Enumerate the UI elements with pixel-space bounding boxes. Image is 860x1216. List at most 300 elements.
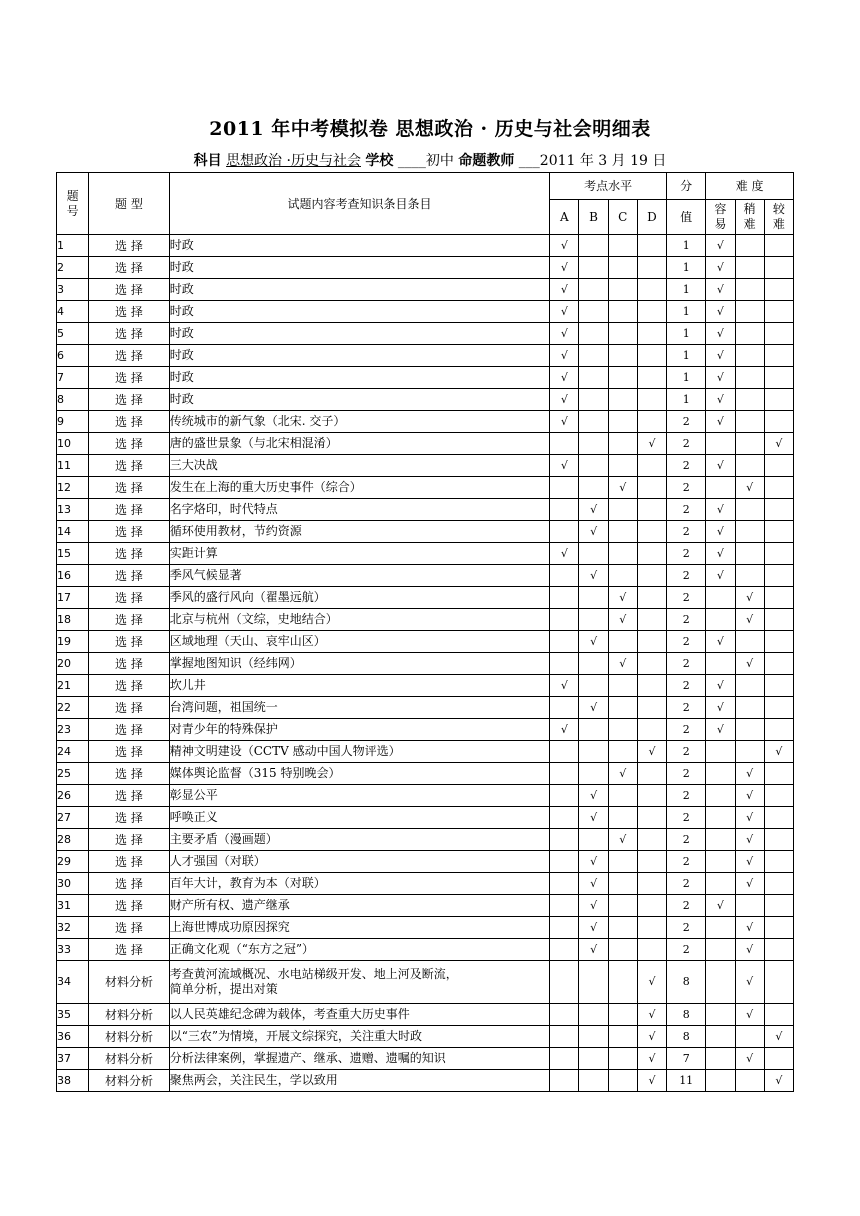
row-content: [169, 565, 550, 587]
level-c-cell: [608, 367, 637, 389]
level-d-cell: [637, 939, 666, 961]
level-c-cell: [608, 455, 637, 477]
row-number: 32: [57, 917, 89, 939]
header-hard-text: 较难: [772, 202, 785, 231]
level-d-cell: [637, 279, 666, 301]
row-number: 10: [57, 433, 89, 455]
level-c-cell: [608, 631, 637, 653]
row-type: 选 择: [89, 455, 170, 477]
header-no-text: 题号: [66, 188, 79, 218]
level-d-cell: √: [637, 1004, 666, 1026]
difficulty-hard-cell: [764, 543, 793, 565]
level-b-cell: [579, 411, 608, 433]
difficulty-hard-cell: [764, 411, 793, 433]
row-content: [169, 367, 550, 389]
difficulty-easy-cell: [706, 961, 735, 1004]
level-b-cell: [579, 301, 608, 323]
row-content: [169, 851, 550, 873]
row-content: [169, 873, 550, 895]
table-row: [57, 961, 794, 1004]
level-c-cell: √: [608, 829, 637, 851]
difficulty-hard-cell: [764, 587, 793, 609]
difficulty-easy-cell: [706, 741, 735, 763]
level-d-cell: [637, 411, 666, 433]
row-type: 选 择: [89, 543, 170, 565]
level-b-cell: [579, 719, 608, 741]
row-score: 1: [667, 389, 706, 411]
level-a-cell: [550, 917, 579, 939]
level-d-cell: [637, 829, 666, 851]
row-content: [169, 917, 550, 939]
level-a-cell: [550, 939, 579, 961]
row-content-text: 区域地理（天山、哀牢山区）: [169, 634, 326, 648]
difficulty-hard-cell: [764, 279, 793, 301]
row-content-text: 精神文明建设（CCTV 感动中国人物评选）: [169, 744, 401, 758]
level-d-cell: [637, 257, 666, 279]
level-a-cell: [550, 1048, 579, 1070]
level-d-cell: √: [637, 433, 666, 455]
row-type: 选 择: [89, 433, 170, 455]
difficulty-medium-cell: [735, 367, 764, 389]
header-easy-text: 容易: [714, 202, 727, 231]
row-content: [169, 697, 550, 719]
level-b-cell: [579, 653, 608, 675]
table-row: [57, 455, 794, 477]
level-b-cell: √: [579, 851, 608, 873]
row-number: 4: [57, 301, 89, 323]
row-number: 17: [57, 587, 89, 609]
difficulty-medium-cell: √: [735, 1048, 764, 1070]
row-content-text: 时政: [169, 326, 194, 340]
row-content-text: 名字烙印，时代特点: [169, 502, 278, 516]
level-a-cell: √: [550, 543, 579, 565]
row-type: 材料分析: [89, 1004, 170, 1026]
row-type: 选 择: [89, 675, 170, 697]
table-row: [57, 653, 794, 675]
row-score: 2: [667, 719, 706, 741]
row-type: 选 择: [89, 653, 170, 675]
level-c-cell: [608, 565, 637, 587]
level-b-cell: [579, 1070, 608, 1092]
level-b-cell: √: [579, 873, 608, 895]
level-b-cell: √: [579, 697, 608, 719]
difficulty-hard-cell: [764, 389, 793, 411]
row-content: [169, 1026, 550, 1048]
difficulty-medium-cell: √: [735, 851, 764, 873]
row-content-text: 台湾问题，祖国统一: [169, 700, 278, 714]
level-c-cell: [608, 785, 637, 807]
row-number: 18: [57, 609, 89, 631]
difficulty-easy-cell: [706, 851, 735, 873]
row-score: 8: [667, 1026, 706, 1048]
table-row: [57, 257, 794, 279]
difficulty-medium-cell: √: [735, 939, 764, 961]
detail-table: [56, 172, 794, 1092]
level-b-cell: [579, 763, 608, 785]
level-b-cell: [579, 741, 608, 763]
row-number: 19: [57, 631, 89, 653]
school-value: ____初中: [397, 153, 454, 169]
row-content: [169, 675, 550, 697]
level-d-cell: [637, 609, 666, 631]
row-number: 29: [57, 851, 89, 873]
document-title: 2011 年中考模拟卷 思想政治 · 历史与社会明细表: [209, 118, 651, 140]
level-a-cell: [550, 741, 579, 763]
level-c-cell: √: [608, 653, 637, 675]
difficulty-hard-cell: [764, 565, 793, 587]
row-content: [169, 279, 550, 301]
row-content-text: 时政: [169, 348, 194, 362]
level-b-cell: [579, 279, 608, 301]
level-c-cell: [608, 389, 637, 411]
row-content: [169, 433, 550, 455]
row-score: 2: [667, 631, 706, 653]
level-a-cell: [550, 1070, 579, 1092]
row-content: [169, 235, 550, 257]
row-type: 选 择: [89, 257, 170, 279]
level-a-cell: √: [550, 367, 579, 389]
row-content-text: 上海世博成功原因探究: [169, 920, 290, 934]
row-content-text: 呼唤正义: [169, 810, 218, 824]
row-type: 选 择: [89, 279, 170, 301]
difficulty-easy-cell: √: [706, 499, 735, 521]
row-content: [169, 1070, 550, 1092]
row-content: [169, 323, 550, 345]
row-content: [169, 389, 550, 411]
level-d-cell: [637, 675, 666, 697]
difficulty-medium-cell: √: [735, 587, 764, 609]
difficulty-easy-cell: [706, 1070, 735, 1092]
row-content: [169, 1048, 550, 1070]
level-c-cell: √: [608, 587, 637, 609]
row-score: 2: [667, 829, 706, 851]
table-row: [57, 873, 794, 895]
row-score: 1: [667, 301, 706, 323]
table-row: [57, 301, 794, 323]
difficulty-easy-cell: √: [706, 301, 735, 323]
row-type: 选 择: [89, 301, 170, 323]
level-b-cell: [579, 389, 608, 411]
row-number: 16: [57, 565, 89, 587]
level-b-cell: [579, 829, 608, 851]
level-c-cell: [608, 873, 637, 895]
row-number: 21: [57, 675, 89, 697]
level-c-cell: [608, 499, 637, 521]
row-content-text: 北京与杭州（文综，史地结合）: [169, 612, 338, 626]
row-content-text: 以人民英雄纪念碑为载体，考查重大历史事件: [169, 1007, 410, 1021]
row-score: 2: [667, 653, 706, 675]
row-number: 25: [57, 763, 89, 785]
difficulty-hard-cell: [764, 917, 793, 939]
difficulty-medium-cell: [735, 697, 764, 719]
level-b-cell: √: [579, 785, 608, 807]
level-b-cell: √: [579, 917, 608, 939]
row-score: 2: [667, 675, 706, 697]
row-content: [169, 939, 550, 961]
level-b-cell: [579, 367, 608, 389]
row-content-text: 媒体舆论监督（315 特别晚会）: [169, 766, 341, 780]
table-row: [57, 741, 794, 763]
row-score: 1: [667, 367, 706, 389]
difficulty-easy-cell: √: [706, 323, 735, 345]
level-c-cell: [608, 1070, 637, 1092]
row-content: [169, 609, 550, 631]
row-score: 1: [667, 279, 706, 301]
difficulty-hard-cell: [764, 961, 793, 1004]
level-b-cell: [579, 323, 608, 345]
level-a-cell: [550, 433, 579, 455]
row-content: [169, 807, 550, 829]
level-b-cell: √: [579, 521, 608, 543]
table-row: [57, 345, 794, 367]
table-row: [57, 521, 794, 543]
difficulty-medium-cell: √: [735, 1004, 764, 1026]
level-a-cell: [550, 631, 579, 653]
difficulty-medium-cell: √: [735, 609, 764, 631]
table-row: [57, 1048, 794, 1070]
difficulty-easy-cell: √: [706, 543, 735, 565]
row-content-text: 彰显公平: [169, 788, 218, 802]
level-d-cell: √: [637, 1048, 666, 1070]
row-content-text: 发生在上海的重大历史事件（综合）: [169, 480, 362, 494]
header-level-c: C: [608, 200, 637, 235]
row-content-text: 时政: [169, 392, 194, 406]
row-number: 12: [57, 477, 89, 499]
level-a-cell: √: [550, 675, 579, 697]
level-b-cell: [579, 1004, 608, 1026]
difficulty-hard-cell: √: [764, 433, 793, 455]
level-a-cell: [550, 521, 579, 543]
table-row: [57, 807, 794, 829]
level-c-cell: [608, 433, 637, 455]
difficulty-medium-cell: [735, 455, 764, 477]
level-a-cell: √: [550, 411, 579, 433]
row-number: 6: [57, 345, 89, 367]
row-score: 1: [667, 235, 706, 257]
difficulty-medium-cell: [735, 719, 764, 741]
header-level-a: A: [550, 200, 579, 235]
level-b-cell: √: [579, 499, 608, 521]
row-content: [169, 961, 550, 1004]
level-b-cell: [579, 235, 608, 257]
level-b-cell: √: [579, 565, 608, 587]
difficulty-easy-cell: [706, 653, 735, 675]
row-content-text: 考查黄河流域概况、水电站梯级开发、地上河及断流，: [169, 967, 458, 981]
row-content-text: 对青少年的特殊保护: [169, 722, 278, 736]
level-b-cell: [579, 587, 608, 609]
table-row: [57, 895, 794, 917]
level-a-cell: [550, 565, 579, 587]
difficulty-easy-cell: [706, 939, 735, 961]
level-b-cell: [579, 433, 608, 455]
difficulty-hard-cell: [764, 631, 793, 653]
table-row: [57, 323, 794, 345]
table-row: [57, 389, 794, 411]
header-medium: [735, 200, 764, 235]
row-content-text: 循环使用教材，节约资源: [169, 524, 302, 538]
level-c-cell: [608, 1004, 637, 1026]
level-d-cell: [637, 895, 666, 917]
difficulty-hard-cell: [764, 323, 793, 345]
row-score: 2: [667, 741, 706, 763]
level-d-cell: [637, 301, 666, 323]
row-number: 27: [57, 807, 89, 829]
row-number: 37: [57, 1048, 89, 1070]
difficulty-medium-cell: [735, 411, 764, 433]
level-d-cell: [637, 367, 666, 389]
row-score: 2: [667, 785, 706, 807]
table-row: [57, 543, 794, 565]
level-d-cell: [637, 543, 666, 565]
level-a-cell: [550, 697, 579, 719]
difficulty-hard-cell: [764, 345, 793, 367]
difficulty-easy-cell: [706, 785, 735, 807]
level-c-cell: [608, 961, 637, 1004]
difficulty-easy-cell: √: [706, 389, 735, 411]
level-a-cell: [550, 587, 579, 609]
level-d-cell: [637, 455, 666, 477]
level-a-cell: √: [550, 389, 579, 411]
row-score: 2: [667, 895, 706, 917]
difficulty-easy-cell: √: [706, 565, 735, 587]
table-row: [57, 1004, 794, 1026]
level-b-cell: [579, 675, 608, 697]
level-c-cell: [608, 521, 637, 543]
row-content-text: 主要矛盾（漫画题）: [169, 832, 278, 846]
difficulty-easy-cell: [706, 873, 735, 895]
level-c-cell: √: [608, 477, 637, 499]
row-score: 2: [667, 763, 706, 785]
difficulty-hard-cell: √: [764, 1070, 793, 1092]
level-d-cell: [637, 631, 666, 653]
difficulty-medium-cell: [735, 389, 764, 411]
row-type: 选 择: [89, 521, 170, 543]
difficulty-easy-cell: [706, 609, 735, 631]
level-a-cell: √: [550, 301, 579, 323]
level-b-cell: √: [579, 631, 608, 653]
row-score: 2: [667, 521, 706, 543]
table-row: [57, 433, 794, 455]
level-b-cell: [579, 455, 608, 477]
difficulty-medium-cell: [735, 1070, 764, 1092]
level-c-cell: [608, 323, 637, 345]
row-type: 选 择: [89, 367, 170, 389]
row-number: 9: [57, 411, 89, 433]
row-content: [169, 741, 550, 763]
level-d-cell: [637, 851, 666, 873]
table-body: [57, 235, 794, 1092]
difficulty-medium-cell: [735, 1026, 764, 1048]
level-d-cell: [637, 323, 666, 345]
row-content: [169, 499, 550, 521]
difficulty-easy-cell: [706, 1026, 735, 1048]
difficulty-easy-cell: √: [706, 895, 735, 917]
row-type: 选 择: [89, 587, 170, 609]
row-content-text: 人才强国（对联）: [169, 854, 266, 868]
table-row: [57, 1070, 794, 1092]
row-content: [169, 345, 550, 367]
row-type: 选 择: [89, 851, 170, 873]
difficulty-easy-cell: [706, 1004, 735, 1026]
row-number: 28: [57, 829, 89, 851]
difficulty-hard-cell: [764, 367, 793, 389]
level-a-cell: √: [550, 257, 579, 279]
row-content: [169, 257, 550, 279]
level-d-cell: [637, 873, 666, 895]
row-score: 2: [667, 565, 706, 587]
row-score: 2: [667, 499, 706, 521]
row-content: [169, 829, 550, 851]
row-number: 36: [57, 1026, 89, 1048]
row-score: 2: [667, 873, 706, 895]
difficulty-easy-cell: [706, 1048, 735, 1070]
difficulty-easy-cell: [706, 433, 735, 455]
row-score: 2: [667, 455, 706, 477]
row-score: 1: [667, 345, 706, 367]
difficulty-easy-cell: √: [706, 631, 735, 653]
difficulty-medium-cell: √: [735, 873, 764, 895]
level-d-cell: [637, 807, 666, 829]
level-b-cell: [579, 257, 608, 279]
teacher-label: 命题教师: [458, 153, 515, 169]
level-a-cell: √: [550, 235, 579, 257]
difficulty-medium-cell: [735, 235, 764, 257]
level-b-cell: [579, 543, 608, 565]
level-a-cell: [550, 763, 579, 785]
row-type: 选 择: [89, 565, 170, 587]
row-number: 35: [57, 1004, 89, 1026]
row-score: 2: [667, 411, 706, 433]
row-content: [169, 763, 550, 785]
difficulty-easy-cell: √: [706, 279, 735, 301]
difficulty-easy-cell: [706, 829, 735, 851]
header-easy: [706, 200, 735, 235]
row-type: 选 择: [89, 411, 170, 433]
difficulty-hard-cell: [764, 455, 793, 477]
row-number: 31: [57, 895, 89, 917]
level-d-cell: √: [637, 1070, 666, 1092]
row-content-text: 以“三农”为情境，开展文综探究，关注重大时政: [169, 1029, 423, 1043]
row-score: 8: [667, 961, 706, 1004]
row-type: 选 择: [89, 499, 170, 521]
row-content-text: 三大决战: [169, 458, 218, 472]
row-content-text: 坎儿井: [169, 678, 206, 692]
level-c-cell: [608, 543, 637, 565]
difficulty-medium-cell: [735, 345, 764, 367]
difficulty-medium-cell: √: [735, 653, 764, 675]
header-level-b: B: [579, 200, 608, 235]
row-content: [169, 719, 550, 741]
row-type: 选 择: [89, 345, 170, 367]
level-c-cell: [608, 235, 637, 257]
row-number: 13: [57, 499, 89, 521]
row-content: [169, 1004, 550, 1026]
difficulty-hard-cell: [764, 785, 793, 807]
difficulty-hard-cell: [764, 653, 793, 675]
table-row: [57, 587, 794, 609]
difficulty-medium-cell: [735, 631, 764, 653]
difficulty-hard-cell: [764, 477, 793, 499]
row-content-text: 正确文化观（“东方之冠”）: [169, 942, 315, 956]
level-d-cell: [637, 565, 666, 587]
difficulty-medium-cell: √: [735, 477, 764, 499]
level-d-cell: [637, 587, 666, 609]
level-d-cell: [637, 235, 666, 257]
header-medium-text: 稍难: [743, 202, 756, 231]
header-level: 考点水平: [550, 173, 667, 200]
level-d-cell: [637, 389, 666, 411]
row-type: 材料分析: [89, 961, 170, 1004]
